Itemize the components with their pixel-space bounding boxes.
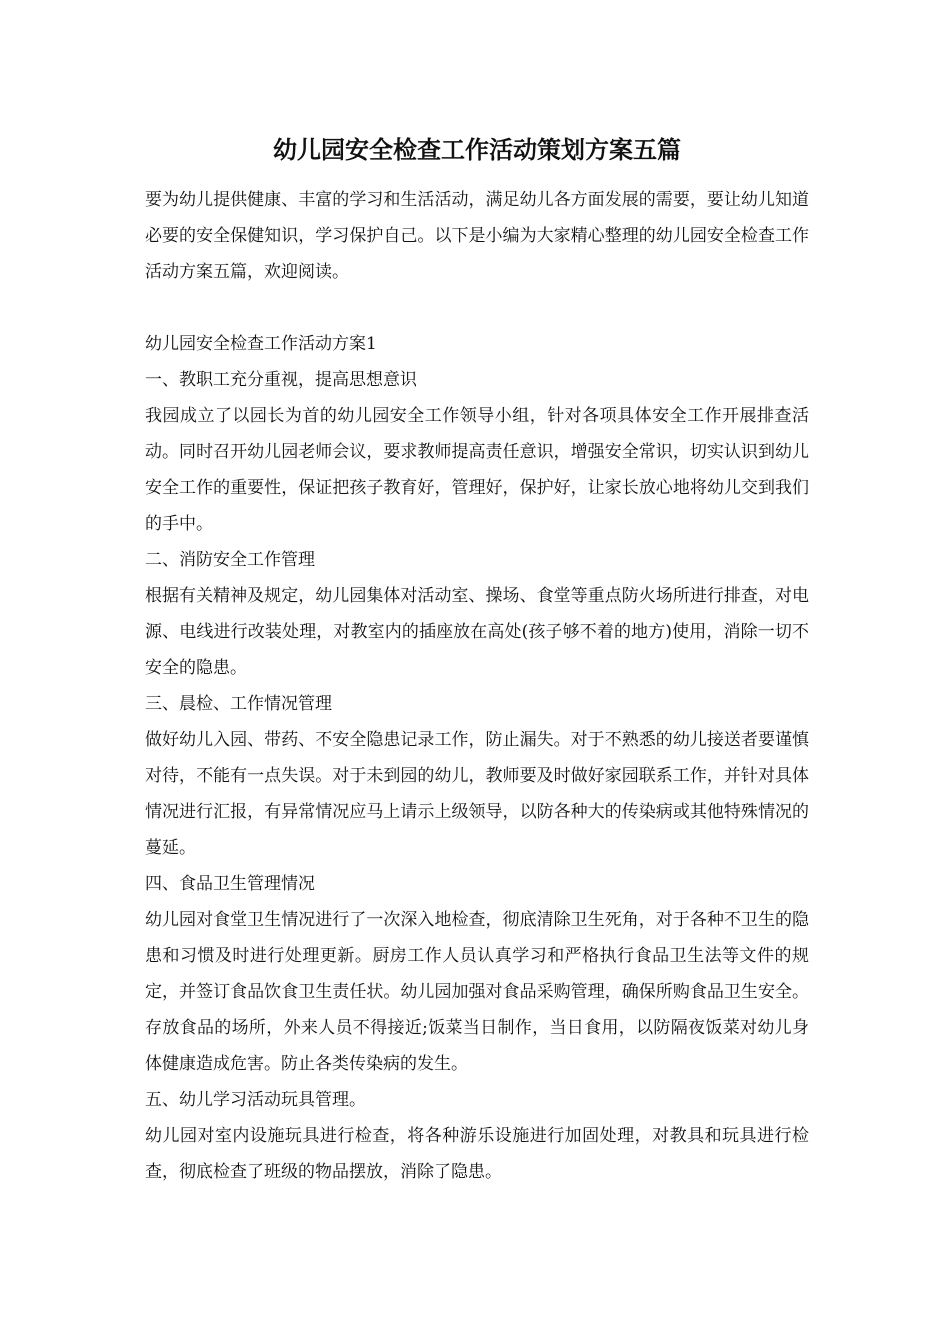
item-heading-2: 二、消防安全工作管理 [145, 550, 315, 570]
item-heading-4: 四、食品卫生管理情况 [145, 874, 315, 894]
item-text-3: 做好幼儿入园、带药、不安全隐患记录工作，防止漏失。对于不熟悉的幼儿接送者要谨慎对待，不能有一点失误。对于未到园的幼儿，教师要及时做好家园联系工作，并针对具体情况进行汇报，有异常情况应马上请示上级领导，以防各种大的传染病或其他特殊情况的蔓延。 [145, 730, 809, 858]
item-heading-3: 三、晨检、工作情况管理 [145, 694, 332, 714]
item-text-1: 我园成立了以园长为首的幼儿园安全工作领导小组，针对各项具体安全工作开展排查活动。同时召开幼儿园老师会议，要求教师提高责任意识，增强安全常识，切实认识到幼儿安全工作的重要性，保证把孩子教育好，管理好，保护好，让家长放心地将幼儿交到我们的手中。 [145, 406, 809, 534]
document-title: 幼儿园安全检查工作活动策划方案五篇 [273, 135, 681, 164]
item-text-4: 幼儿园对食堂卫生情况进行了一次深入地检查，彻底清除卫生死角，对于各种不卫生的隐患和习惯及时进行处理更新。厨房工作人员认真学习和严格执行食品卫生法等文件的规定，并签订食品饮食卫生责任状。幼儿园加强对食品采购管理，确保所购食品卫生安全。存放食品的场所，外来人员不得接近;饭菜当日制作，当日食用，以防隔夜饭菜对幼儿身体健康造成危害。防止各类传染病的发生。 [145, 910, 809, 1074]
intro-paragraph: 要为幼儿提供健康、丰富的学习和生活活动，满足幼儿各方面发展的需要，要让幼儿知道必要的安全保健知识，学习保护自己。以下是小编为大家精心整理的幼儿园安全检查工作活动方案五篇，欢迎阅读。 [145, 190, 809, 282]
item-text-5: 幼儿园对室内设施玩具进行检查，将各种游乐设施进行加固处理，对教具和玩具进行检查，彻底检查了班级的物品摆放，消除了隐患。 [145, 1126, 809, 1182]
paragraph-gap [145, 290, 809, 326]
item-heading-1: 一、教职工充分重视，提高思想意识 [145, 370, 417, 390]
document-body [145, 182, 809, 1190]
item-text-2: 根据有关精神及规定，幼儿园集体对活动室、操场、食堂等重点防火场所进行排查，对电源、电线进行改装处理，对教室内的插座放在高处(孩子够不着的地方)使用，消除一切不安全的隐患。 [145, 586, 809, 678]
section-title: 幼儿园安全检查工作活动方案1 [145, 334, 377, 354]
item-heading-5: 五、幼儿学习活动玩具管理。 [145, 1090, 366, 1110]
